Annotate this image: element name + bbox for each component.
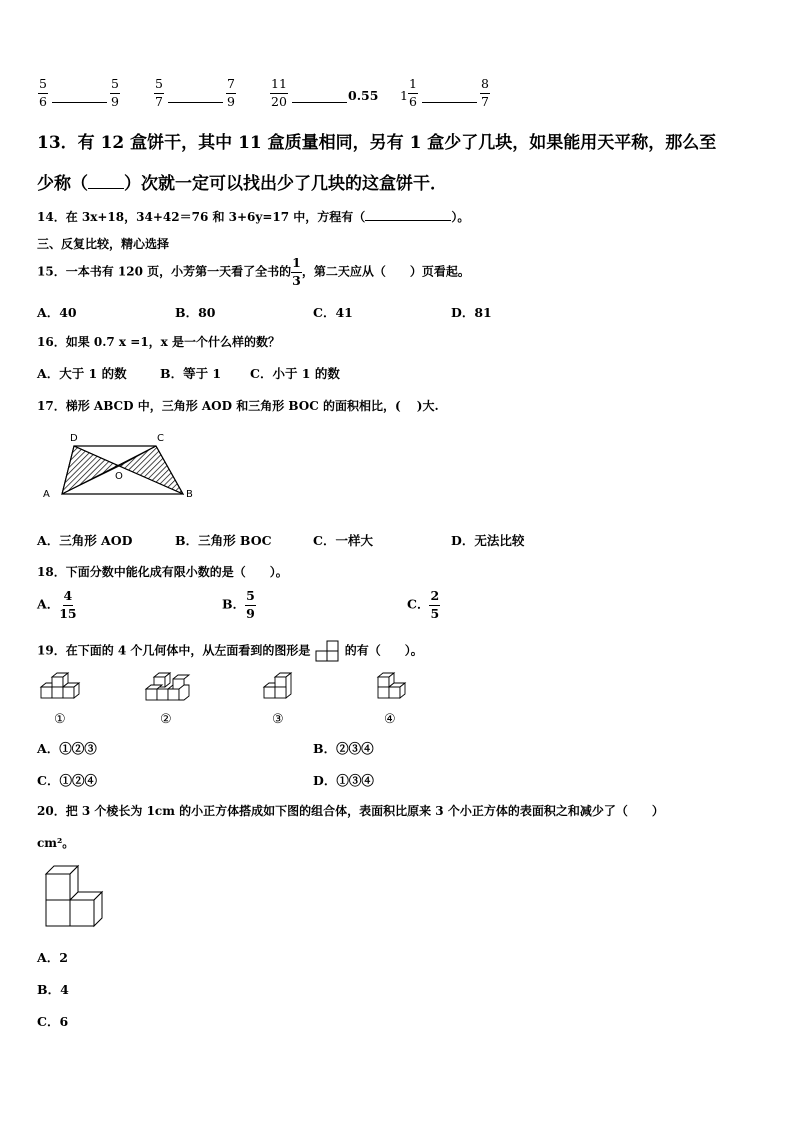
answer-blank[interactable]	[168, 102, 223, 103]
label-a: A	[43, 489, 50, 500]
q13-line1: 13．有 12 盒饼干，其中 11 盒质量相同，另有 1 盒少了几块，如果能用天平称，那么至	[37, 133, 717, 153]
q15-option-a[interactable]: A．40	[37, 305, 77, 320]
q19-option-a[interactable]: A．①②③	[37, 741, 97, 756]
geometric-solid-4	[376, 675, 416, 709]
option-fraction: $\frac{2}{5}$	[430, 588, 440, 621]
shape-label-1: ①	[54, 712, 66, 727]
fraction: $\frac{5}{6}$	[39, 76, 47, 109]
q13-text-a: 少称（	[37, 174, 88, 194]
q19-text-b: 的有（ ）。	[344, 643, 423, 658]
q14-line	[37, 208, 469, 225]
q16-option-c[interactable]: C．小于 1 的数	[250, 366, 340, 381]
q18-option-a[interactable]	[37, 590, 77, 620]
whole-number: 1	[400, 88, 408, 103]
q15-fraction: $\frac{1}{3}$	[292, 255, 301, 288]
shape-label-2: ②	[160, 712, 172, 727]
label-o: O	[115, 471, 123, 482]
fraction: $\frac{5}{9}$	[111, 76, 119, 109]
q15-option-c[interactable]: C．41	[313, 305, 353, 320]
q20-option-a[interactable]: A．2	[37, 950, 68, 965]
answer-blank[interactable]	[52, 102, 107, 103]
fraction: $\frac{7}{9}$	[227, 76, 235, 109]
trapezoid-figure	[38, 430, 208, 505]
label-c: C	[157, 433, 164, 444]
cube-assembly-figure	[44, 864, 108, 930]
q20-option-b[interactable]: B．4	[37, 982, 69, 997]
q18-text: 18．下面分数中能化成有限小数的是（ ）。	[37, 565, 288, 579]
q16-option-a[interactable]: A．大于 1 的数	[37, 366, 127, 381]
option-label: B．	[222, 596, 246, 612]
decimal-value: 0.55	[348, 88, 379, 103]
section-heading: 三、反复比较，精心选择	[37, 237, 170, 251]
shape-label-4: ④	[384, 712, 396, 727]
q18-option-c[interactable]	[407, 590, 440, 620]
q19-option-b[interactable]: B．②③④	[313, 741, 374, 756]
q19-option-c[interactable]: C．①②④	[37, 773, 97, 788]
q14-text-b: ）。	[451, 210, 470, 224]
answer-blank[interactable]	[292, 102, 347, 103]
answer-blank[interactable]	[422, 102, 477, 103]
q15-option-b[interactable]: B．80	[175, 305, 216, 320]
q13-answer-blank[interactable]	[88, 188, 124, 189]
geometric-solid-1	[38, 675, 86, 709]
option-fraction: $\frac{5}{9}$	[246, 588, 255, 621]
q19-line	[37, 640, 423, 662]
geometric-solid-3	[262, 675, 302, 709]
q16-option-b[interactable]: B．等于 1	[160, 366, 222, 381]
q20-text: 20．把 3 个棱长为 1cm 的小正方体搭成如下图的组合体，表面积比原来 3 个小正方体的表面积之和减少了（ ）	[37, 804, 664, 818]
q19-option-d[interactable]: D．①③④	[313, 773, 374, 788]
q15-option-d[interactable]: D．81	[451, 305, 492, 320]
shape-label-3: ③	[272, 712, 284, 727]
geometric-solid-2	[145, 675, 195, 709]
q15-line	[37, 257, 470, 287]
option-label: A．	[37, 596, 60, 612]
option-fraction: $\frac{4}{15}$	[59, 588, 77, 621]
q17-text: 17．梯形 ABCD 中，三角形 AOD 和三角形 BOC 的面积相比，( )大.	[37, 399, 439, 413]
q17-option-b[interactable]: B．三角形 BOC	[175, 533, 272, 548]
label-b: B	[186, 489, 193, 500]
q15-text-b: ，第二天应从（ ）页看起。	[301, 264, 470, 279]
fraction: $\frac{8}{7}$	[481, 76, 489, 109]
q20-unit: cm²。	[37, 836, 75, 850]
fraction: $\frac{11}{20}$	[271, 76, 287, 109]
q18-option-b[interactable]	[222, 590, 256, 620]
q13-text-b: ）次就一定可以找出少了几块的这盒饼干．	[124, 174, 447, 194]
q14-answer-blank[interactable]	[365, 220, 451, 221]
q13-line2	[37, 169, 447, 194]
q20-option-c[interactable]: C．6	[37, 1014, 69, 1029]
q17-option-d[interactable]: D．无法比较	[451, 533, 525, 548]
left-view-icon	[315, 640, 341, 662]
fraction: $\frac{1}{6}$	[409, 76, 417, 109]
label-d: D	[70, 433, 78, 444]
q17-option-a[interactable]: A．三角形 AOD	[37, 533, 133, 548]
q19-text-a: 19．在下面的 4 个几何体中，从左面看到的图形是	[37, 643, 311, 658]
q14-text-a: 14．在 3x+18，34+42＝76 和 3+6y=17 中，方程有（	[37, 210, 366, 224]
q17-option-c[interactable]: C．一样大	[313, 533, 373, 548]
fraction: $\frac{5}{7}$	[155, 76, 163, 109]
q15-text-a: 15．一本书有 120 页，小芳第一天看了全书的	[37, 264, 292, 279]
option-label: C．	[407, 596, 430, 612]
q16-text: 16．如果 0.7 x =1，x 是一个什么样的数？	[37, 335, 281, 349]
